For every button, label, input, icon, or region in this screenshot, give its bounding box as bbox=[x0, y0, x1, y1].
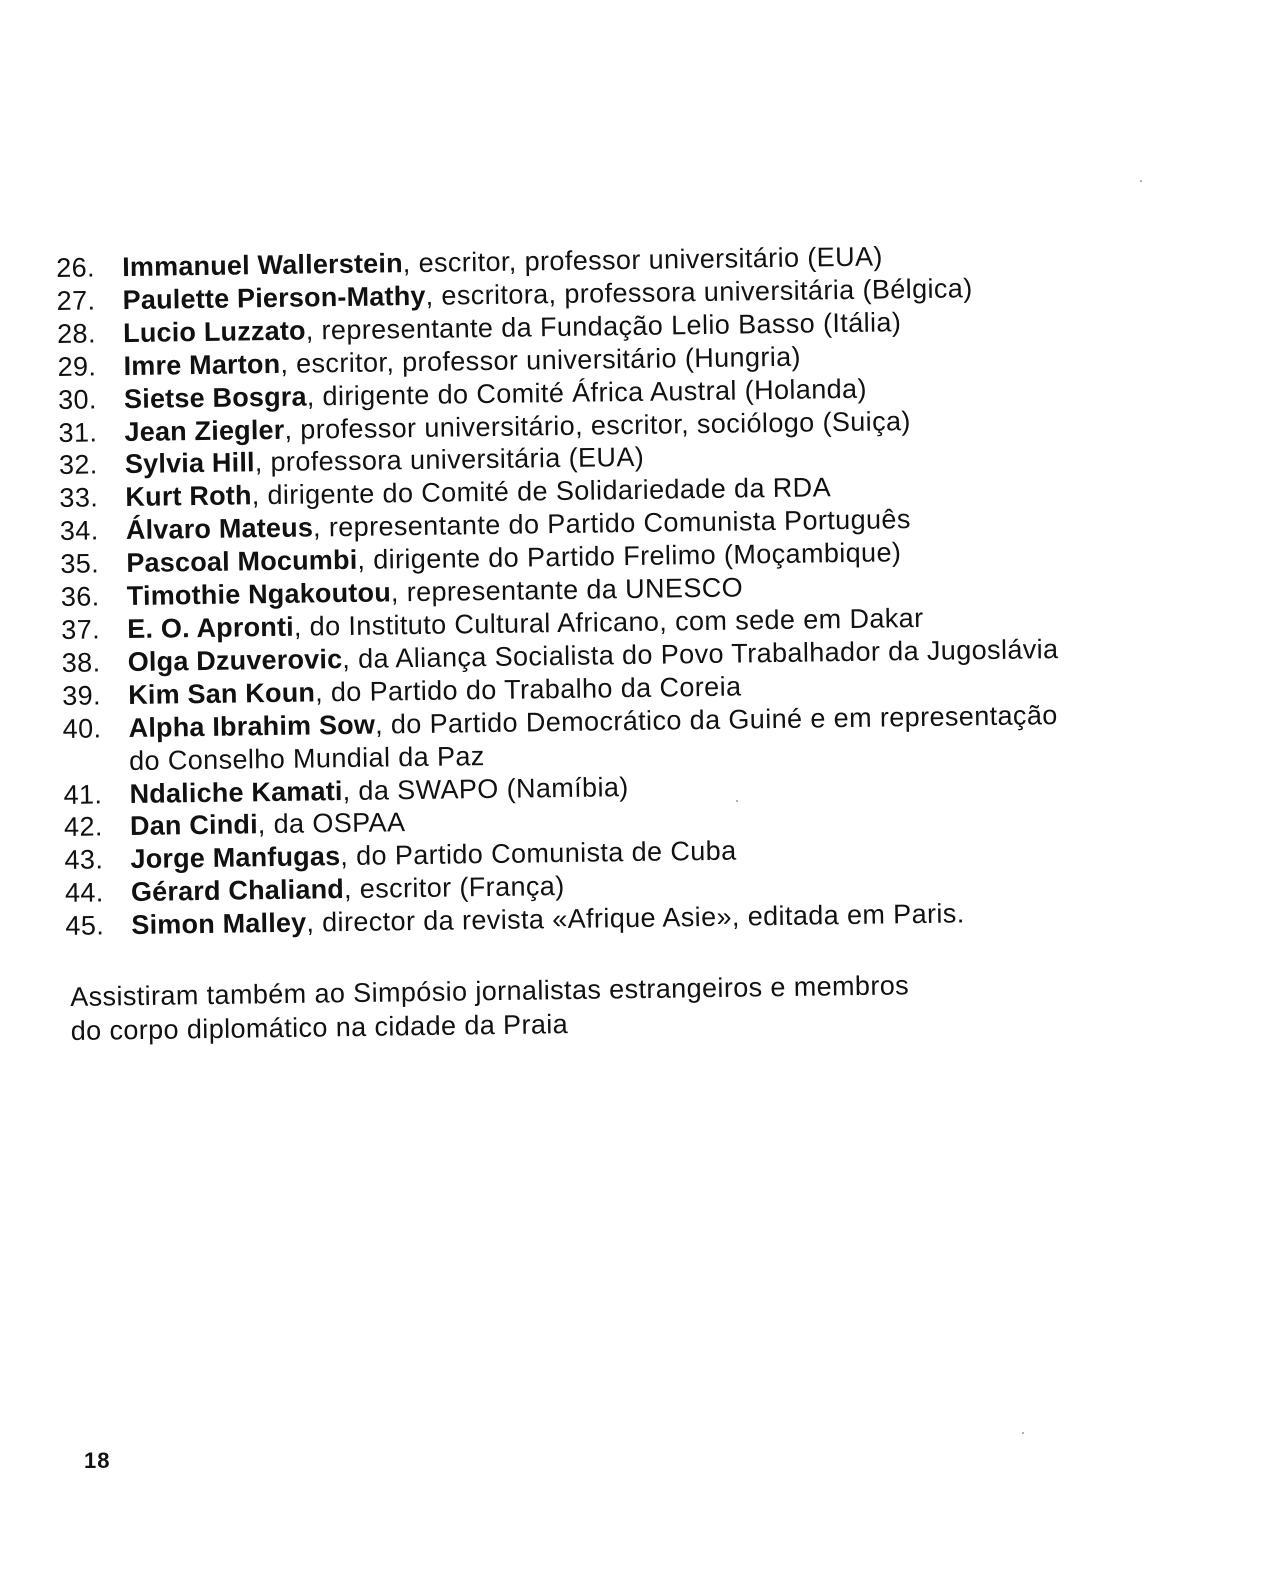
scan-speck bbox=[736, 800, 738, 802]
participant-name: Jorge Manfugas bbox=[130, 841, 341, 875]
participant-name: Gérard Chaliand bbox=[130, 874, 345, 908]
participant-description: , professora universitária (EUA) bbox=[254, 442, 645, 478]
participant-description: , da OSPAA bbox=[257, 807, 406, 840]
item-number: 37. bbox=[61, 614, 101, 645]
item-number: 44. bbox=[64, 877, 104, 909]
participant-description: , escritor (França) bbox=[343, 871, 565, 905]
participant-name: Timothie Ngakoutou bbox=[126, 577, 392, 612]
participant-name: E. O. Apronti bbox=[127, 611, 295, 645]
participant-description: , do Partido do Trabalho da Coreia bbox=[314, 671, 742, 708]
participant-name: Kurt Roth bbox=[125, 480, 252, 513]
item-number: 32. bbox=[58, 449, 98, 481]
closing-note bbox=[70, 965, 1171, 1048]
participant-name: Sylvia Hill bbox=[124, 447, 255, 480]
participant-description: , dirigente do Comité de Solidariedade da RDA bbox=[251, 472, 832, 511]
item-number: 38. bbox=[61, 647, 101, 678]
participant-description: , da SWAPO (Namíbia) bbox=[342, 771, 629, 806]
page-number: 18 bbox=[84, 1448, 111, 1473]
item-number: 34. bbox=[59, 515, 99, 547]
participant-description: , escritor, professor universitário (Hungria) bbox=[280, 341, 802, 379]
participant-name: Álvaro Mateus bbox=[125, 512, 314, 546]
participant-name: Immanuel Wallerstein bbox=[122, 248, 403, 283]
participant-description: , do Partido Comunista de Cuba bbox=[340, 835, 737, 872]
item-number: 26. bbox=[56, 252, 96, 283]
item-number: 30. bbox=[57, 384, 98, 415]
closing-note-line: do corpo diplomático na cidade da Praia bbox=[70, 1009, 569, 1046]
participant-name: Kim San Koun bbox=[127, 677, 316, 710]
participants-list bbox=[56, 236, 1246, 943]
item-number: 45. bbox=[65, 910, 105, 942]
participant-description: , representante do Partido Comunista Português bbox=[312, 504, 911, 543]
participant-name: Ndaliche Kamati bbox=[129, 775, 343, 809]
item-number: 36. bbox=[60, 581, 100, 613]
participant-name: Dan Cindi bbox=[129, 809, 259, 842]
item-number: 43. bbox=[64, 844, 104, 876]
item-number: 27. bbox=[56, 285, 96, 316]
participant-name: Olga Dzuverovic bbox=[127, 643, 343, 677]
participant-description: , professor universitário, escritor, sociólogo (Suiça) bbox=[284, 405, 911, 445]
participant-name: Imre Marton bbox=[123, 348, 281, 381]
participant-description: , dirigente do Partido Frelimo (Moçambique) bbox=[357, 537, 902, 575]
item-number: 28. bbox=[56, 318, 97, 349]
scan-speck bbox=[1140, 180, 1142, 182]
item-number: 41. bbox=[63, 778, 103, 810]
participant-description: , escritora, professora universitária (Bélgica) bbox=[425, 273, 973, 311]
participant-description: , dirigente do Comité África Austral (Holanda) bbox=[306, 373, 868, 412]
scan-speck bbox=[1022, 1432, 1024, 1434]
participant-name: Paulette Pierson-Mathy bbox=[122, 280, 426, 315]
item-number: 33. bbox=[59, 482, 99, 514]
closing-note-line: Assistiram também ao Simpósio jornalistas estrangeiros e membros bbox=[70, 970, 910, 1012]
participant-description: , do Instituto Cultural Africano, com sede em Dakar bbox=[293, 602, 924, 642]
participant-description: , representante da Fundação Lelio Basso (Itália) bbox=[305, 307, 902, 346]
participant-name: Simon Malley bbox=[131, 907, 307, 941]
participant-name: Sietse Bosgra bbox=[123, 381, 307, 414]
participant-name: Jean Ziegler bbox=[124, 414, 285, 447]
participant-name: Lucio Luzzato bbox=[122, 315, 306, 348]
item-number: 39. bbox=[61, 680, 102, 711]
participant-name: Pascoal Mocumbi bbox=[126, 544, 358, 579]
participant-description: , director da revista «Afrique Asie», editada em Paris. bbox=[306, 898, 965, 938]
item-number: 31. bbox=[58, 416, 98, 448]
participant-description: , da Aliança Socialista do Povo Trabalhador da Jugoslávia bbox=[342, 633, 1059, 674]
participant-description: , representante da UNESCO bbox=[390, 572, 744, 608]
item-number: 40. bbox=[62, 713, 102, 744]
item-number: 29. bbox=[57, 351, 97, 382]
participant-description: , escritor, professor universitário (EUA) bbox=[402, 241, 883, 279]
participant-description: , do Partido Democrático da Guiné e em representação bbox=[374, 699, 1058, 740]
participant-name: Alpha Ibrahim Sow bbox=[128, 709, 376, 743]
participant-description-continued: do Conselho Mundial da Paz bbox=[128, 740, 485, 776]
item-number: 35. bbox=[60, 548, 100, 580]
item-number: 42. bbox=[63, 811, 103, 843]
